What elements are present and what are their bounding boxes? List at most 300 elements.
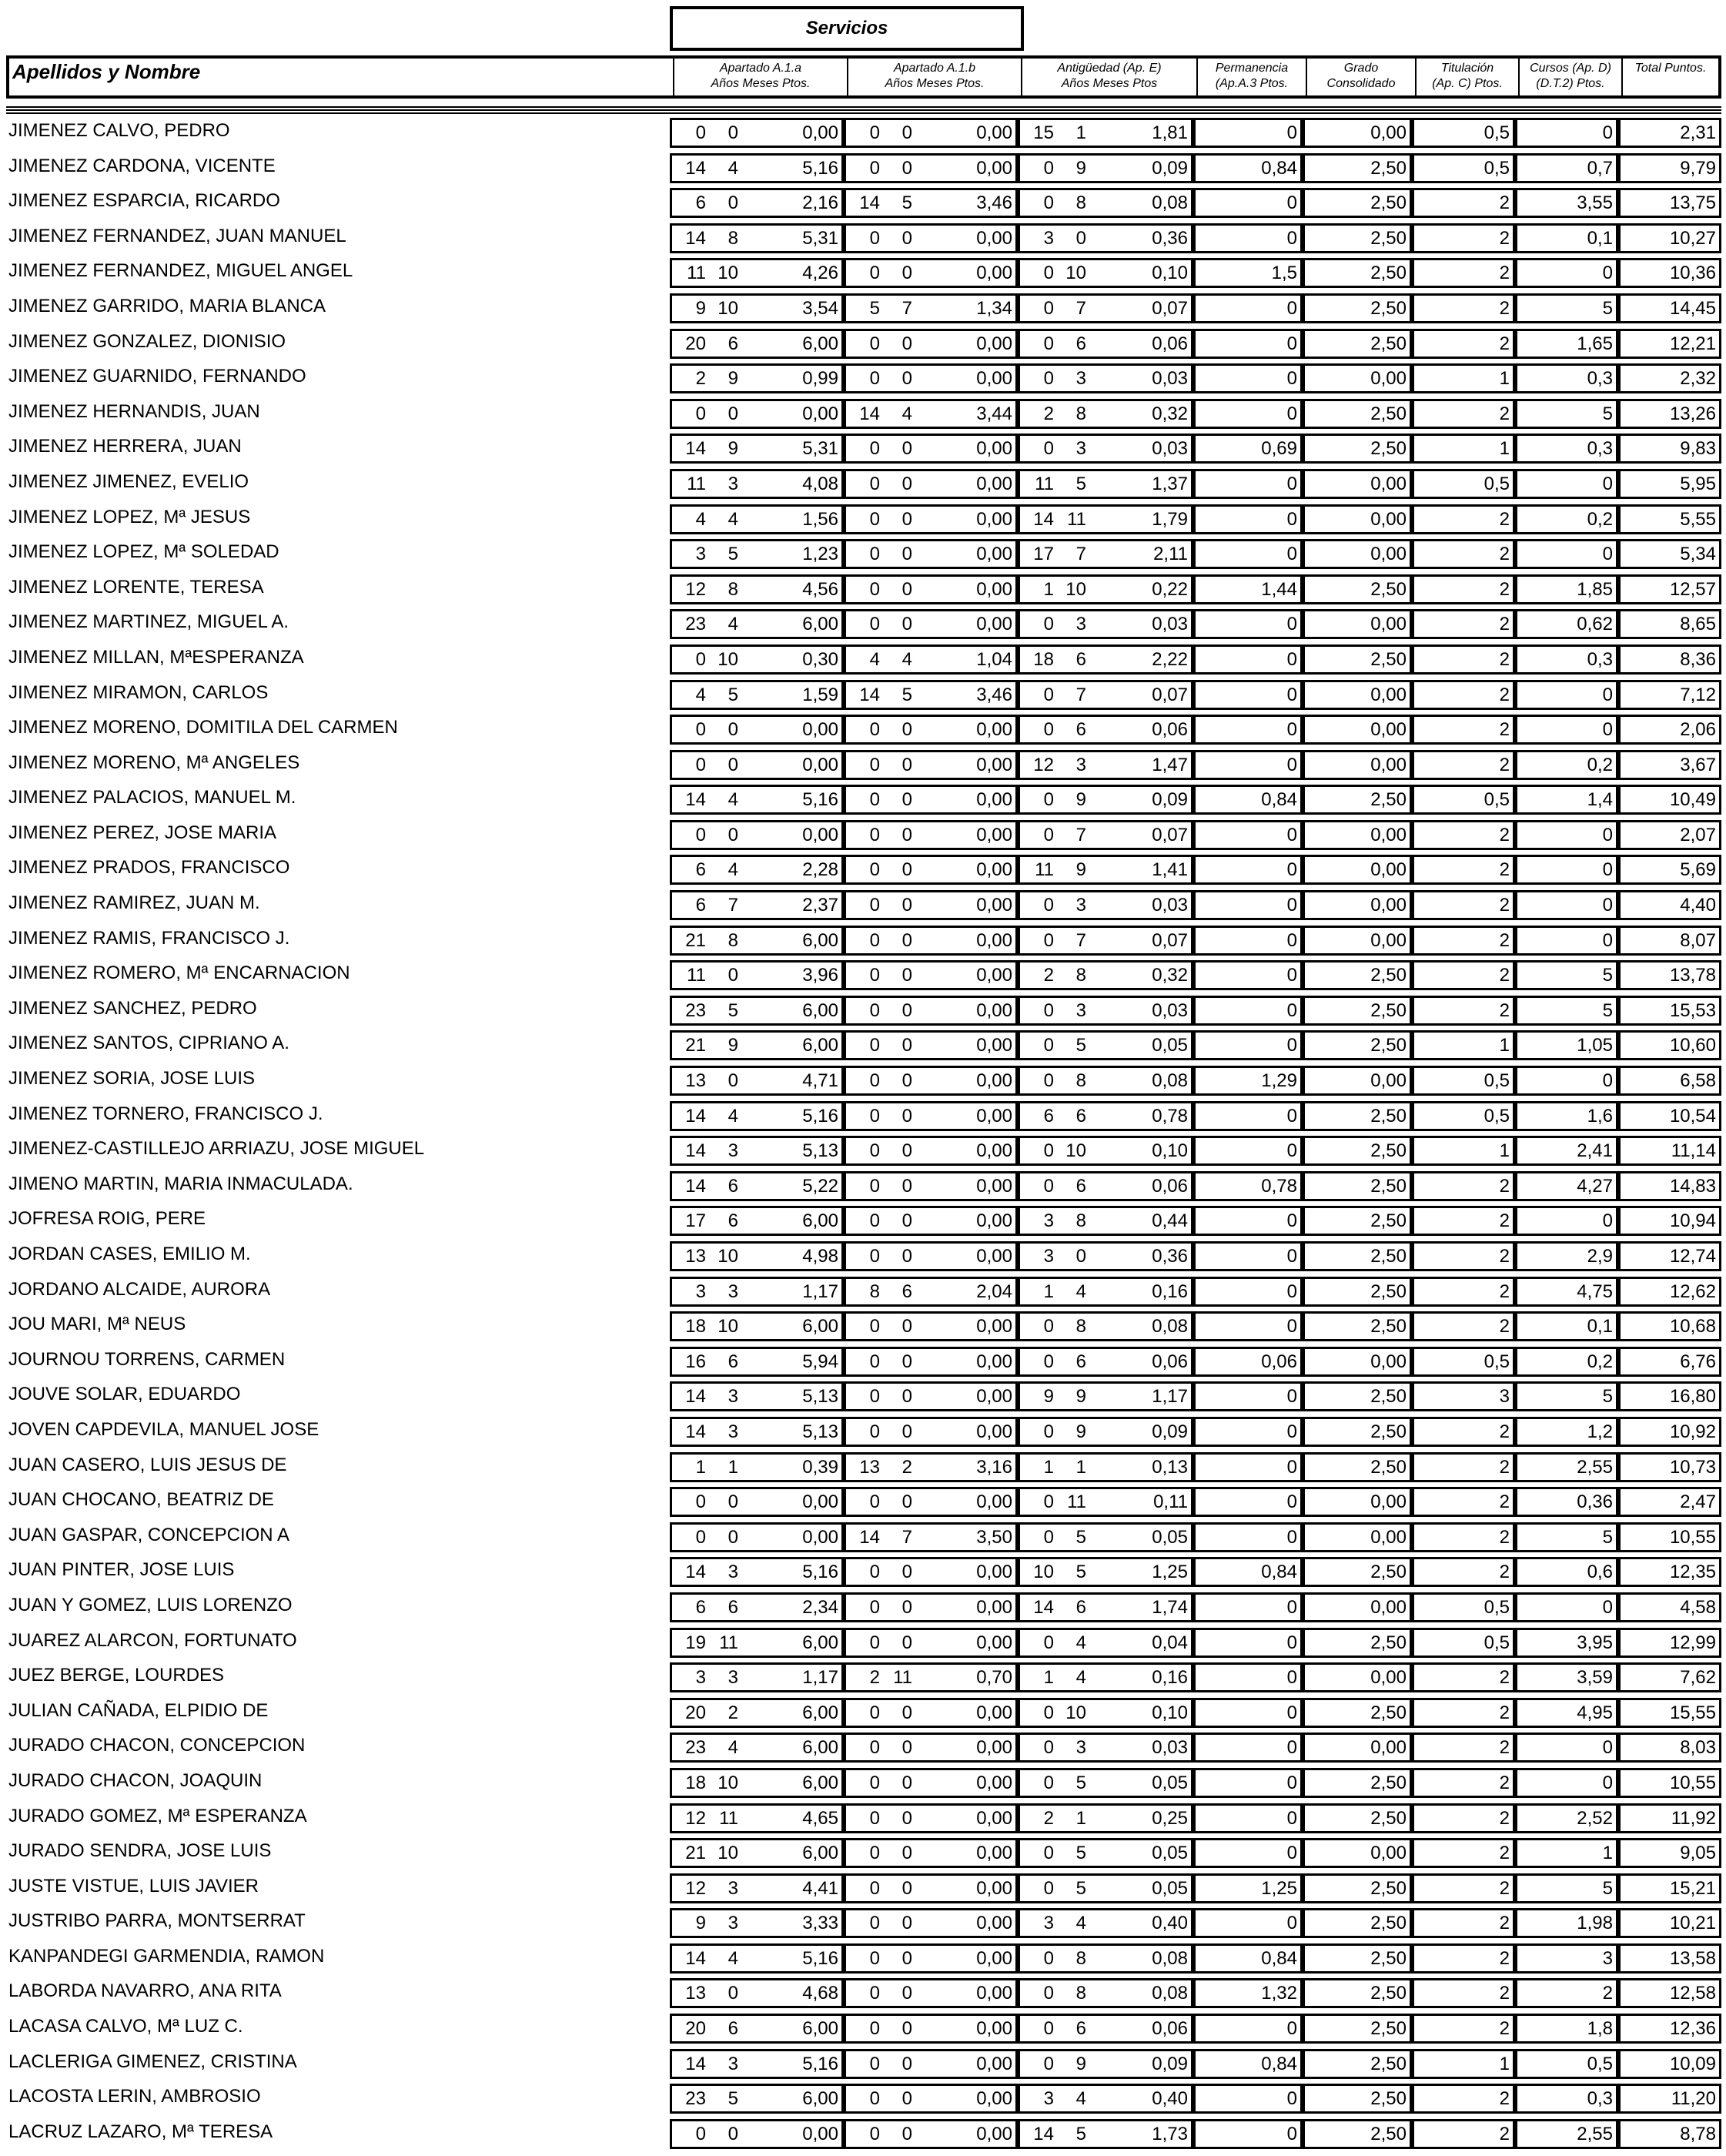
cell-a1a-ptos: 0,00 [802,754,838,775]
cell-antig-ptos: 0,07 [1152,824,1188,845]
cell-grado-value: 2,50 [1370,1456,1407,1478]
cell-cursos-value: 3,55 [1577,192,1613,214]
cell-a1b-anios: 0 [869,2053,880,2074]
cell-a1a-anios: 0 [695,403,706,424]
cell-grado-value: 2,50 [1370,789,1407,811]
cell-perm [1193,1978,1303,2008]
cell-cursos-value: 1,2 [1587,1421,1613,1442]
cell-antig-anios: 11 [1035,859,1054,881]
cell-perm [1193,890,1303,920]
cell-a1b-meses: 0 [901,1562,912,1583]
cell-a1b-anios: 0 [869,122,880,143]
cell-a1b-meses: 0 [901,1596,912,1618]
cell-a1b-ptos: 0,00 [976,895,1012,916]
cell-a1b [844,363,1018,393]
cell-name: LACRUZ LAZARO, Mª TERESA [8,2121,273,2142]
cell-a1b [844,855,1018,885]
cell-grado-value: 0,00 [1370,1737,1407,1759]
cell-titul [1412,1698,1515,1728]
cell-total [1618,2084,1721,2114]
cell-a1b [844,434,1018,464]
cell-antig-ptos: 0,08 [1152,1070,1188,1092]
cell-cursos [1515,1171,1618,1201]
cell-perm [1193,1908,1303,1938]
cell-a1b-ptos: 0,00 [976,1772,1012,1793]
cell-a1b-ptos: 0,00 [976,1596,1012,1618]
cell-grado-value: 2,50 [1370,403,1407,424]
cell-name: JUAN CASERO, LUIS JESUS DE [8,1454,287,1475]
cell-a1b-meses: 0 [901,2088,912,2110]
cell-a1b [844,1838,1018,1868]
cell-total-value: 5,55 [1680,508,1716,530]
cell-antig-ptos: 0,10 [1152,1140,1188,1162]
header-titul-line: Titulación [1440,62,1494,75]
cell-a1a-meses: 10 [717,1316,738,1337]
cell-antig-meses: 3 [1075,895,1086,916]
cell-cursos-value: 1,8 [1587,2018,1613,2040]
cell-antig [1018,960,1193,990]
cell-grado-value: 2,50 [1370,999,1407,1021]
table-row [6,1239,1721,1274]
cell-a1a-anios: 0 [695,1526,706,1548]
cell-titul-value: 2 [1499,1843,1510,1864]
cell-cursos [1515,1943,1618,1974]
header-titul-line: (Ap. C) Ptos. [1432,77,1503,90]
cell-grado-value: 2,50 [1370,1035,1407,1056]
cell-a1a-anios: 23 [685,2088,706,2110]
cell-total-value: 5,34 [1680,544,1716,565]
cell-cursos-value: 0,3 [1587,368,1613,390]
cell-antig-ptos: 0,03 [1152,895,1188,916]
cell-total-value: 8,36 [1680,648,1716,670]
cell-a1b [844,785,1018,815]
cell-cursos-value: 0 [1602,859,1613,881]
cell-total [1618,1838,1721,1868]
cell-perm-value: 1,29 [1261,1070,1297,1092]
table-row [6,1133,1721,1169]
cell-total-value: 2,06 [1680,719,1716,741]
table-row [6,467,1721,502]
cell-antig-meses: 7 [1075,824,1086,845]
cell-total [1618,329,1721,359]
cell-titul-value: 2 [1499,1421,1510,1442]
cell-grado [1303,1417,1412,1447]
cell-a1a-meses: 10 [717,1246,738,1267]
cell-a1a-meses: 0 [728,192,738,214]
cell-a1a-anios: 0 [695,754,706,775]
cell-perm [1193,1698,1303,1728]
cell-grado [1303,820,1412,850]
cell-antig-anios: 0 [1043,999,1054,1021]
cell-a1b [844,1030,1018,1060]
cell-antig-anios: 0 [1043,192,1054,214]
cell-antig-anios: 0 [1043,789,1054,811]
table-row [6,993,1721,1029]
cell-antig-meses: 9 [1075,859,1086,881]
cell-antig [1018,574,1193,604]
cell-name: JIMENEZ SANTOS, CIPRIANO A. [8,1033,289,1054]
cell-antig [1018,1311,1193,1341]
cell-a1a [670,1206,844,1236]
cell-a1a [670,609,844,639]
header-name [9,59,673,95]
cell-a1a-meses: 6 [728,333,738,354]
cell-perm [1193,1206,1303,1236]
cell-a1b [844,1311,1018,1341]
header-a1a [673,59,847,95]
cell-cursos [1515,2119,1618,2149]
cell-a1a-anios: 21 [685,929,706,951]
cell-antig-anios: 14 [1033,2123,1054,2144]
cell-a1a-anios: 14 [685,1105,706,1127]
cell-grado-value: 2,50 [1370,1562,1407,1583]
cell-total-value: 7,12 [1680,684,1716,705]
cell-a1b-anios: 0 [869,1807,880,1829]
cell-grado [1303,1908,1412,1938]
cell-perm [1193,153,1303,183]
cell-cursos-value: 0 [1602,263,1613,284]
cell-a1a-ptos: 4,26 [802,263,838,284]
cell-titul [1412,1347,1515,1377]
cell-titul [1412,188,1515,218]
cell-antig-meses: 1 [1075,1456,1086,1478]
cell-a1a-meses: 0 [728,1491,738,1513]
cell-grado-value: 2,50 [1370,1316,1407,1337]
cell-grado-value: 0,00 [1370,859,1407,881]
cell-titul [1412,1908,1515,1938]
cell-perm-value: 0 [1286,929,1297,951]
cell-a1a-ptos: 6,00 [802,333,838,354]
cell-perm-value: 0 [1286,1702,1297,1723]
cell-cursos [1515,715,1618,745]
cell-antig-meses: 8 [1075,192,1086,214]
cell-a1b-meses: 0 [901,2053,912,2074]
cell-perm-value: 0 [1286,508,1297,530]
cell-titul [1412,1417,1515,1447]
cell-name: JIMENEZ-CASTILLEJO ARRIAZU, JOSE MIGUEL [8,1138,425,1160]
cell-antig-meses: 3 [1075,754,1086,775]
cell-name: JIMENEZ GUARNIDO, FERNANDO [8,366,306,387]
cell-a1b-ptos: 0,00 [976,438,1012,460]
cell-a1a [670,1101,844,1131]
cell-a1a [670,1241,844,1271]
cell-grado [1303,1803,1412,1833]
cell-name: JIMENEZ HERNANDIS, JUAN [8,400,260,422]
cell-total [1618,715,1721,745]
cell-a1b-ptos: 1,04 [976,648,1012,670]
cell-total [1618,855,1721,885]
cell-cursos-value: 0,62 [1577,614,1613,635]
cell-name: JIMENEZ ESPARCIA, RICARDO [8,190,280,212]
cell-perm-value: 0 [1286,648,1297,670]
table-row [6,397,1721,432]
cell-antig-meses: 6 [1075,1105,1086,1127]
cell-antig [1018,1557,1193,1587]
cell-name: JIMENEZ LORENTE, TERESA [8,576,264,598]
cell-grado [1303,1030,1412,1060]
cell-a1a-meses: 8 [728,227,738,249]
cell-total [1618,1873,1721,1903]
cell-titul [1412,715,1515,745]
cell-a1b-ptos: 0,00 [976,1983,1012,2004]
cell-a1b-meses: 0 [901,473,912,494]
cell-a1a-meses: 9 [728,368,738,390]
cell-a1b-anios: 0 [869,999,880,1021]
cell-a1a-meses: 0 [728,1983,738,2004]
cell-a1b [844,1101,1018,1131]
cell-a1a-meses: 8 [728,929,738,951]
cell-antig-ptos: 0,03 [1152,999,1188,1021]
cell-a1b [844,926,1018,956]
cell-a1b-meses: 0 [901,1737,912,1759]
cell-titul [1412,1277,1515,1307]
cell-a1a [670,890,844,920]
cell-grado [1303,329,1412,359]
cell-grado-value: 2,50 [1370,1175,1407,1197]
cell-grado [1303,1136,1412,1166]
cell-a1b-meses: 0 [901,368,912,390]
cell-a1b-meses: 0 [901,438,912,460]
cell-total [1618,890,1721,920]
cell-a1b-meses: 7 [901,297,912,319]
cell-antig [1018,469,1193,499]
cell-a1b [844,680,1018,710]
table-row [6,1871,1721,1907]
cell-total [1618,1978,1721,2008]
cell-grado [1303,363,1412,393]
cell-a1a-ptos: 5,94 [802,1351,838,1372]
cell-titul-value: 1 [1499,438,1510,460]
cell-cursos-value: 1,05 [1577,1035,1613,1056]
cell-total-value: 12,74 [1669,1246,1716,1267]
table-row [6,678,1721,713]
cell-a1b-anios: 0 [869,1105,880,1127]
cell-antig-ptos: 0,44 [1152,1210,1188,1232]
cell-antig [1018,1768,1193,1798]
cell-perm-value: 0 [1286,965,1297,986]
cell-antig-anios: 15 [1033,122,1054,143]
cell-a1b-ptos: 0,00 [976,473,1012,494]
cell-titul-value: 2 [1499,684,1510,705]
cell-perm-value: 0,84 [1261,1562,1297,1583]
cell-antig [1018,293,1193,323]
cell-cursos [1515,399,1618,429]
cell-titul-value: 2 [1499,544,1510,565]
cell-perm-value: 0 [1286,1140,1297,1162]
cell-titul [1412,1241,1515,1271]
cell-a1b-anios: 0 [869,473,880,494]
cell-total [1618,188,1721,218]
cell-total [1618,1698,1721,1728]
cell-antig-anios: 2 [1043,1807,1054,1829]
cell-cursos [1515,1206,1618,1236]
cell-a1a-ptos: 4,65 [802,1807,838,1829]
cell-total-value: 10,36 [1669,263,1716,284]
cell-a1a-anios: 0 [695,824,706,845]
cell-a1b-meses: 0 [901,789,912,811]
cell-a1a-meses: 4 [728,789,738,811]
cell-a1a-ptos: 4,08 [802,473,838,494]
cell-name: LACLERIGA GIMENEZ, CRISTINA [8,2051,297,2072]
cell-a1a-anios: 0 [695,1491,706,1513]
cell-a1b-meses: 5 [901,192,912,214]
cell-titul-value: 2 [1499,333,1510,354]
cell-a1b [844,1943,1018,1974]
cell-grado [1303,1978,1412,2008]
cell-a1b [844,1908,1018,1938]
cell-antig-anios: 3 [1043,227,1054,249]
cell-antig-anios: 0 [1043,297,1054,319]
cell-a1a-meses: 9 [728,438,738,460]
table-row [6,1696,1721,1731]
cell-perm [1193,188,1303,218]
cell-antig-meses: 7 [1075,297,1086,319]
cell-total [1618,609,1721,639]
cell-a1a-meses: 0 [728,965,738,986]
cell-total-value: 10,55 [1669,1526,1716,1548]
cell-total [1618,1487,1721,1517]
cell-grado-value: 0,00 [1370,1351,1407,1372]
cell-cursos [1515,855,1618,885]
cell-antig-meses: 5 [1075,1035,1086,1056]
table-row [6,712,1721,748]
cell-antig [1018,1698,1193,1728]
cell-a1b-ptos: 3,46 [976,192,1012,214]
cell-grado [1303,1522,1412,1552]
cell-antig-ptos: 1,47 [1152,754,1188,775]
cell-titul [1412,1732,1515,1763]
cell-titul-value: 2 [1499,1983,1510,2004]
cell-cursos [1515,1030,1618,1060]
cell-a1a-anios: 14 [685,1140,706,1162]
cell-antig-ptos: 0,06 [1152,333,1188,354]
cell-a1a-ptos: 4,98 [802,1246,838,1267]
cell-total [1618,153,1721,183]
cell-a1b-ptos: 3,46 [976,684,1012,705]
cell-cursos [1515,1452,1618,1482]
cell-cursos-value: 0,2 [1587,1351,1613,1372]
cell-a1b-anios: 0 [869,1210,880,1232]
cell-perm [1193,1732,1303,1763]
cell-antig-ptos: 0,09 [1152,2053,1188,2074]
cell-antig-anios: 3 [1043,2088,1054,2110]
cell-grado-value: 2,50 [1370,578,1407,600]
cell-titul-value: 2 [1499,895,1510,916]
cell-a1b-ptos: 0,00 [976,578,1012,600]
cell-titul-value: 2 [1499,1807,1510,1829]
cell-a1b-meses: 0 [901,1947,912,1969]
cell-total [1618,1662,1721,1692]
cell-antig-ptos: 0,05 [1152,1526,1188,1548]
cell-name: JUAN Y GOMEZ, LUIS LORENZO [8,1594,293,1615]
cell-titul [1412,1943,1515,1974]
cell-antig [1018,926,1193,956]
cell-antig [1018,1381,1193,1411]
cell-name: LABORDA NAVARRO, ANA RITA [8,1980,282,2002]
cell-antig-anios: 0 [1043,368,1054,390]
cell-perm [1193,1452,1303,1482]
cell-cursos-value: 1 [1602,1843,1613,1864]
cell-a1b-anios: 0 [869,1035,880,1056]
cell-a1b-anios: 13 [859,1456,880,1478]
cell-perm [1193,223,1303,253]
cell-a1b-ptos: 0,00 [976,2088,1012,2110]
cell-titul-value: 2 [1499,263,1510,284]
header-perm-line: (Ap.A.3 Ptos. [1215,77,1289,90]
cell-a1a-meses: 0 [728,754,738,775]
cell-total [1618,750,1721,780]
cell-antig [1018,1838,1193,1868]
cell-perm-value: 0 [1286,1386,1297,1408]
cell-a1b-meses: 2 [901,1456,912,1478]
cell-a1b-anios: 14 [859,684,880,705]
cell-antig-ptos: 0,07 [1152,297,1188,319]
cell-antig-anios: 14 [1033,1596,1054,1618]
cell-total [1618,1452,1721,1482]
cell-total-value: 6,76 [1680,1351,1716,1372]
cell-total [1618,434,1721,464]
cell-a1b-ptos: 0,00 [976,1386,1012,1408]
cell-grado [1303,644,1412,675]
cell-cursos-value: 0 [1602,122,1613,143]
cell-cursos-value: 0 [1602,1596,1613,1618]
cell-a1a [670,1417,844,1447]
cell-cursos-value: 1,98 [1577,1913,1613,1934]
cell-a1b-ptos: 0,00 [976,1035,1012,1056]
cell-a1b-ptos: 0,00 [976,1947,1012,1969]
cell-cursos-value: 5 [1602,1526,1613,1548]
cell-a1b-ptos: 0,00 [976,157,1012,179]
cell-a1a [670,1171,844,1201]
cell-a1b-ptos: 0,00 [976,999,1012,1021]
cell-antig [1018,1136,1193,1166]
cell-perm [1193,469,1303,499]
table-row [6,326,1721,362]
cell-a1a-meses: 6 [728,1596,738,1618]
cell-grado-value: 2,50 [1370,1702,1407,1723]
cell-total [1618,1943,1721,1974]
cell-total [1618,539,1721,569]
cell-grado [1303,1066,1412,1096]
cell-titul [1412,1171,1515,1201]
cell-perm [1193,1873,1303,1903]
cell-name: JUAN CHOCANO, BEATRIZ DE [8,1489,274,1511]
cell-grado-value: 0,00 [1370,614,1407,635]
cell-grado [1303,1732,1412,1763]
cell-antig-ptos: 1,73 [1152,2123,1188,2144]
cell-perm [1193,574,1303,604]
cell-antig [1018,855,1193,885]
cell-a1a-anios: 18 [685,1772,706,1793]
cell-a1a-anios: 14 [685,438,706,460]
cell-perm-value: 0 [1286,719,1297,741]
cell-grado-value: 0,00 [1370,824,1407,845]
cell-titul [1412,363,1515,393]
cell-a1a [670,1943,844,1974]
cell-a1b-ptos: 0,00 [976,1632,1012,1653]
cell-antig [1018,1487,1193,1517]
cell-cursos-value: 1,6 [1587,1105,1613,1127]
cell-titul-value: 2 [1499,1772,1510,1793]
cell-antig-ptos: 0,13 [1152,1456,1188,1478]
cell-name: JURADO CHACON, JOAQUIN [8,1769,263,1791]
cell-total [1618,1908,1721,1938]
header-name-line: Apellidos y Nombre [12,60,201,83]
cell-perm-value: 0 [1286,895,1297,916]
cell-antig-ptos: 0,11 [1153,1491,1188,1513]
cell-a1a-meses: 4 [728,1737,738,1759]
header-a1b-line: Años Meses Ptos. [885,77,985,90]
